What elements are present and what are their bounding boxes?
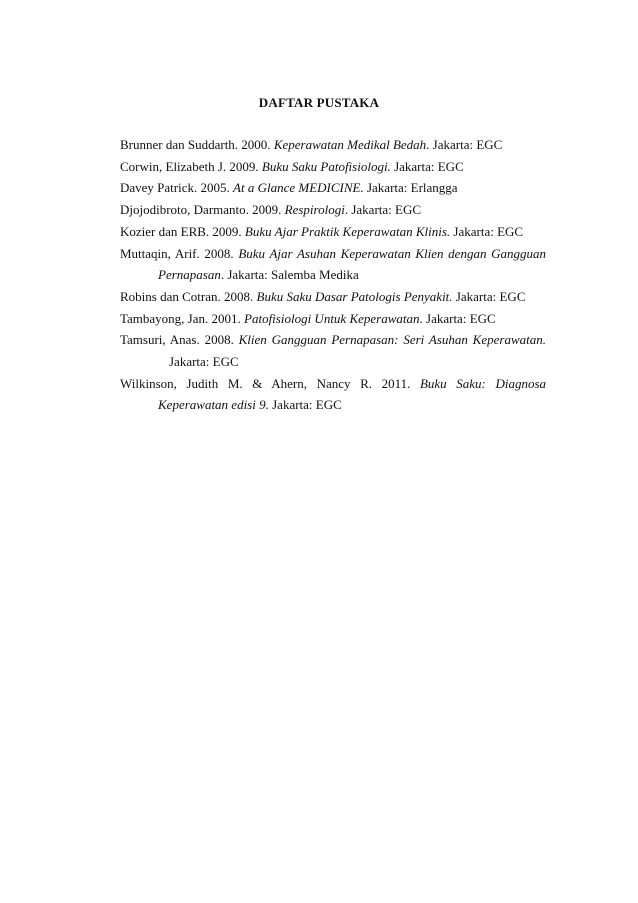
reference-author-year: Kozier dan ERB. 2009.	[120, 223, 245, 239]
reference-publisher: Jakarta: EGC	[390, 158, 464, 174]
reference-author-year: Muttaqin, Arif. 2008.	[120, 245, 239, 261]
reference-author-year: Robins dan Cotran. 2008.	[120, 288, 257, 304]
reference-title: Buku Ajar Asuhan Keperawatan Klien dengan Gangguan Pernapasan	[158, 245, 546, 283]
reference-publisher: Jakarta: EGC	[169, 354, 239, 370]
reference-item	[120, 134, 546, 156]
reference-item	[120, 221, 546, 243]
reference-item	[120, 156, 546, 178]
reference-title: Buku Saku Patofisiologi.	[261, 158, 391, 174]
reference-item	[120, 199, 546, 221]
reference-title: Buku Saku Dasar Patologis Penyakit.	[256, 288, 453, 304]
reference-publisher: . Jakarta: EGC	[426, 137, 503, 152]
reference-publisher: . Jakarta: EGC	[344, 202, 422, 218]
reference-title: Buku Saku: Diagnosa Keperawatan edisi 9.	[158, 375, 547, 413]
reference-publisher: Jakarta: EGC	[450, 223, 524, 239]
reference-item	[120, 329, 546, 372]
reference-item	[120, 177, 546, 199]
reference-publisher: Jakarta: Erlangga	[363, 180, 458, 196]
reference-title: Buku Ajar Praktik Keperawatan Klinis.	[244, 223, 451, 239]
reference-publisher: . Jakarta: EGC	[419, 310, 496, 326]
reference-item	[120, 308, 546, 330]
reference-author-year: Tambayong, Jan. 2001.	[120, 310, 245, 326]
reference-publisher: . Jakarta: Salemba Medika	[220, 267, 359, 283]
page-title: DAFTAR PUSTAKA	[258, 95, 380, 110]
reference-author-year: Corwin, Elizabeth J. 2009.	[120, 158, 262, 174]
reference-item	[120, 243, 546, 286]
reference-title: Patofisiologi Untuk Keperawatan	[244, 310, 420, 326]
reference-title: Klien Gangguan Pernapasan: Seri Asuhan Keperawatan.	[238, 332, 546, 348]
reference-publisher: Jakarta: EGC	[452, 288, 526, 304]
reference-list	[120, 134, 546, 416]
reference-author-year: Davey Patrick. 2005.	[120, 180, 234, 196]
reference-title: Keperawatan Medikal Bedah	[273, 137, 427, 152]
reference-author-year: Brunner dan Suddarth. 2000.	[120, 137, 274, 152]
reference-author-year: Djojodibroto, Darmanto. 2009.	[120, 202, 285, 218]
reference-publisher: Jakarta: EGC	[268, 397, 342, 413]
reference-title: At a Glance MEDICINE.	[233, 180, 364, 196]
reference-author-year: Tamsuri, Anas. 2008.	[120, 332, 239, 348]
reference-item	[120, 373, 546, 416]
reference-title: Respirologi	[284, 202, 345, 218]
reference-author-year: Wilkinson, Judith M. & Ahern, Nancy R. 2011.	[120, 375, 420, 391]
reference-item	[120, 286, 546, 308]
